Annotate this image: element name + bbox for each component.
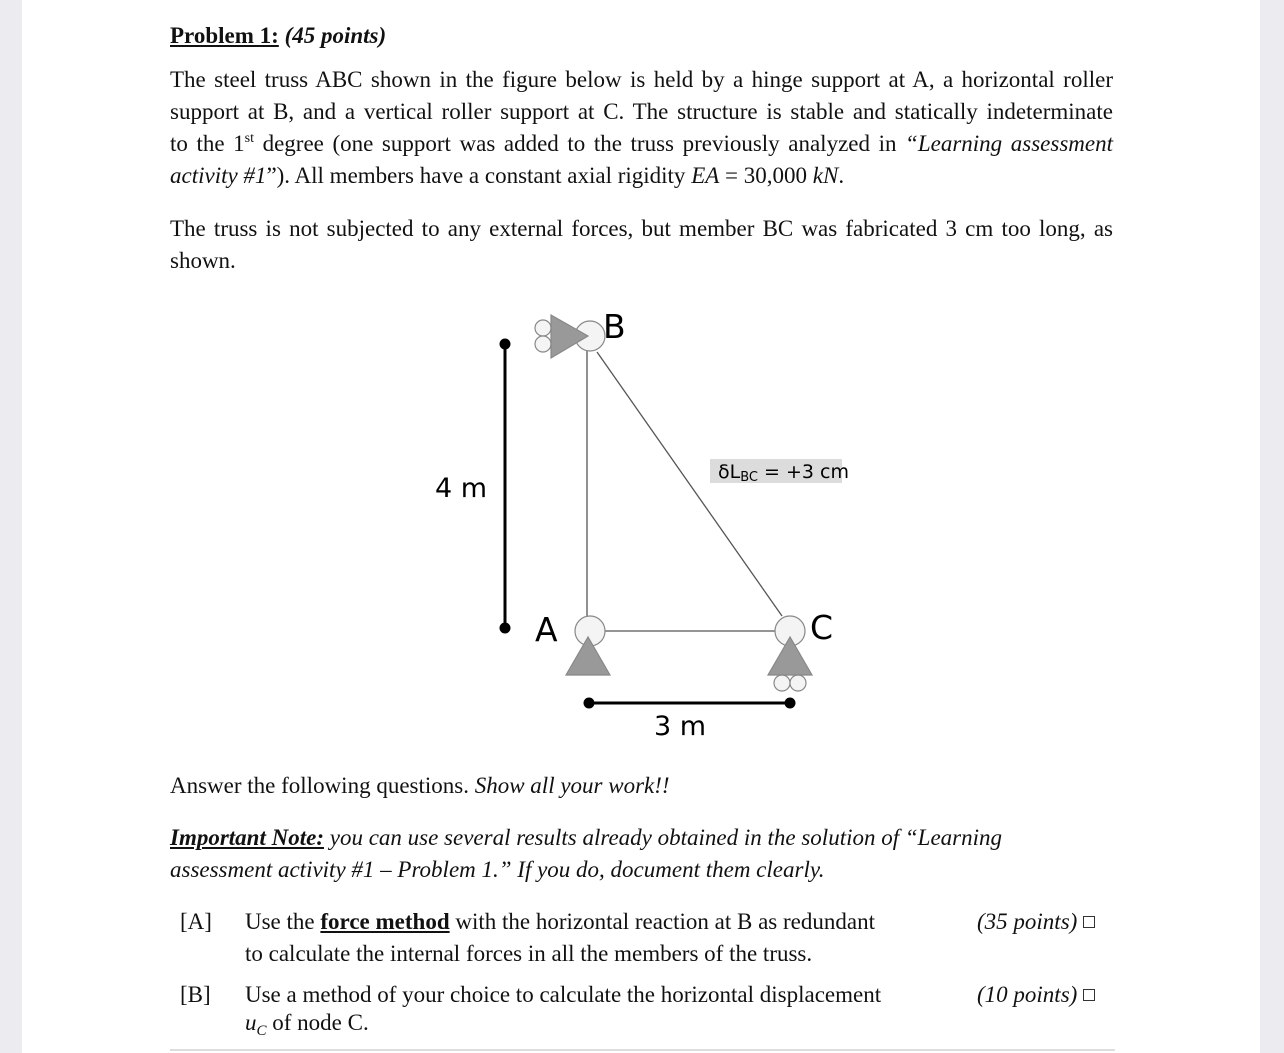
node-label-c: C [810, 608, 834, 647]
text: ”). All members have a constant axial rigidity [266, 163, 692, 188]
answer-line [170, 770, 1113, 802]
problem-points: (45 points) [284, 23, 387, 48]
text: degree (one support was added to the truss previously analyzed in [254, 131, 906, 156]
question-tag: [B] [180, 982, 211, 1007]
node-label-a: A [535, 610, 558, 649]
question-text: to calculate the internal forces in all the members of the truss. [245, 941, 813, 966]
text: δL [718, 461, 741, 483]
para2-line1: The truss is not subjected to any external forces, but member BC was fabricated 3 cm too long, as [170, 216, 1113, 241]
text: you can use several results already obtained in the solution of “Learning [323, 825, 1002, 850]
roller-support-b [535, 315, 605, 358]
note-line2: assessment activity #1 – Problem 1.” If you do, document them clearly. [170, 857, 825, 882]
text: (35 points) [977, 909, 1078, 934]
para1-line2: support at B, and a vertical roller support at C. The structure is stable and statically indeterminate [170, 99, 1113, 124]
question-text: Use a method of your choice to calculate the horizontal displacement [245, 982, 882, 1007]
text: of node C. [266, 1010, 369, 1035]
para1-line1: The steel truss ABC shown in the figure below is held by a hinge support at A, a horizontal roller [170, 67, 1113, 92]
node-label-b: B [603, 307, 626, 346]
subscript: C [256, 1023, 267, 1039]
question-text [245, 906, 875, 938]
para2-line2: shown. [170, 248, 236, 273]
text: Answer the following questions. [170, 773, 475, 798]
checkbox-icon[interactable] [1083, 916, 1095, 928]
text: Show all your work!! [474, 773, 670, 798]
question-tag: [A] [180, 909, 212, 934]
subscript: BC [740, 470, 758, 485]
problem-label: Problem 1: [170, 23, 279, 48]
text: with the horizontal reaction at B as redundant [449, 909, 875, 934]
height-label: 4 m [435, 473, 488, 504]
text: Use the [245, 909, 321, 934]
text: “Learning assessment [905, 131, 1113, 156]
text: kN [812, 163, 839, 188]
checkbox-icon[interactable] [1083, 989, 1095, 1001]
text: EA [691, 163, 720, 188]
text: force method [320, 909, 450, 934]
text: = +3 cm [758, 461, 850, 483]
text: = 30,000 [719, 163, 813, 188]
height-dimension [501, 340, 509, 632]
width-dimension [585, 699, 794, 707]
note-label: Important Note: [170, 825, 324, 850]
width-label: 3 m [654, 711, 707, 742]
roller-support-c [768, 616, 812, 691]
hinge-support-a [566, 616, 610, 675]
superscript: st [244, 131, 255, 146]
text: to the 1 [170, 131, 245, 156]
divider [170, 1049, 1115, 1051]
question-text [245, 1007, 369, 1047]
text: (10 points) [977, 982, 1078, 1007]
text: u [245, 1010, 257, 1035]
question-points [977, 906, 1095, 938]
text: activity #1 [170, 163, 267, 188]
text: . [838, 163, 845, 188]
note-line1 [170, 822, 1113, 854]
delta-label [718, 461, 849, 485]
question-points [977, 979, 1095, 1011]
